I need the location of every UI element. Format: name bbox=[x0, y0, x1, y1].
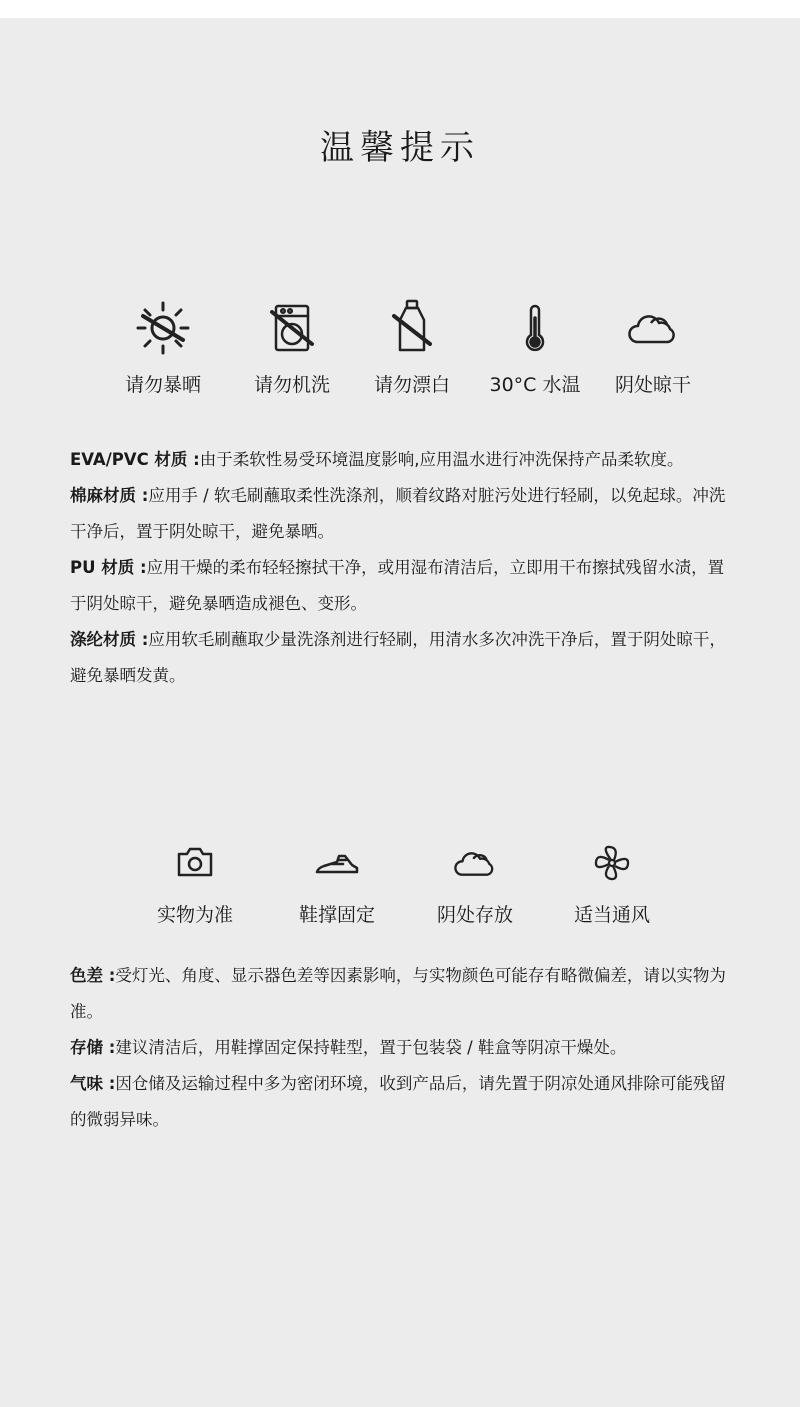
care-label-no-machine-wash: 请勿机洗 bbox=[253, 374, 330, 396]
storage-item-shade bbox=[405, 838, 545, 927]
storage-item-actual bbox=[125, 838, 265, 927]
cloud-icon bbox=[450, 838, 500, 888]
storage-item-ventilate bbox=[542, 838, 682, 927]
storage-item-shoe-tree bbox=[267, 838, 407, 927]
note-storage bbox=[70, 1030, 740, 1066]
storage-notes bbox=[70, 958, 740, 1138]
note-odor bbox=[70, 1066, 740, 1138]
storage-label-shoe-tree: 鞋撑固定 bbox=[298, 904, 375, 926]
care-icon-row bbox=[0, 298, 800, 418]
note-polyester bbox=[70, 622, 740, 694]
care-label-no-bleach: 请勿漂白 bbox=[373, 374, 450, 396]
note-pu bbox=[70, 550, 740, 622]
care-label-shade-dry: 阴处晾干 bbox=[614, 374, 691, 396]
note-text: 建议清洁后，用鞋撑固定保持鞋型，置于包装袋 / 鞋盒等阴凉干燥处。 bbox=[115, 1038, 627, 1057]
care-item-no-sun bbox=[93, 298, 233, 397]
care-item-shade-dry bbox=[583, 298, 723, 397]
care-label-no-sun: 请勿暴晒 bbox=[124, 374, 201, 396]
storage-label-shade: 阴处存放 bbox=[436, 904, 513, 926]
care-item-no-machine-wash bbox=[222, 298, 362, 397]
shoe-tree-icon bbox=[312, 838, 362, 888]
care-notes bbox=[70, 442, 740, 694]
note-label: PU 材质 : bbox=[70, 558, 147, 577]
storage-label-actual: 实物为准 bbox=[156, 904, 233, 926]
camera-icon bbox=[170, 838, 220, 888]
info-panel bbox=[0, 18, 800, 1407]
care-label-water-temp: 30°C 水温 bbox=[489, 374, 581, 396]
storage-icon-row bbox=[0, 838, 800, 958]
cloud-icon bbox=[623, 298, 683, 358]
note-label: 涤纶材质 : bbox=[70, 630, 149, 649]
note-eva-pvc bbox=[70, 442, 740, 478]
thermometer-icon bbox=[505, 298, 565, 358]
storage-label-ventilate: 适当通风 bbox=[573, 904, 650, 926]
care-item-no-bleach bbox=[342, 298, 482, 397]
note-label: EVA/PVC 材质 : bbox=[70, 450, 200, 469]
note-text: 应用干燥的柔布轻轻擦拭干净，或用湿布清洁后，立即用干布擦拭残留水渍，置于阴处晾干，避免暴晒造成褪色、变形。 bbox=[70, 558, 725, 613]
note-label: 存储 : bbox=[70, 1038, 116, 1057]
note-text: 由于柔软性易受环境温度影响,应用温水进行冲洗保持产品柔软度。 bbox=[199, 450, 684, 469]
page-title: 温馨提示 bbox=[320, 128, 480, 168]
note-cotton-linen bbox=[70, 478, 740, 550]
fan-icon bbox=[587, 838, 637, 888]
note-label: 气味 : bbox=[70, 1074, 116, 1093]
note-label: 色差 : bbox=[70, 966, 116, 985]
note-text: 受灯光、角度、显示器色差等因素影响，与实物颜色可能存有略微偏差，请以实物为准。 bbox=[70, 966, 726, 1021]
note-color-difference bbox=[70, 958, 740, 1030]
no-machine-wash-icon bbox=[262, 298, 322, 358]
no-sun-icon bbox=[133, 298, 193, 358]
note-label: 棉麻材质 : bbox=[70, 486, 149, 505]
note-text: 应用软毛刷蘸取少量洗涤剂进行轻刷，用清水多次冲洗干净后，置于阴处晾干，避免暴晒发黄。 bbox=[70, 630, 726, 685]
no-bleach-icon bbox=[382, 298, 442, 358]
note-text: 因仓储及运输过程中多为密闭环境，收到产品后，请先置于阴凉处通风排除可能残留的微弱异味。 bbox=[70, 1074, 726, 1129]
note-text: 应用手 / 软毛刷蘸取柔性洗涤剂，顺着纹路对脏污处进行轻刷，以免起球。冲洗干净后，置于阴处晾干，避免暴晒。 bbox=[70, 486, 726, 541]
